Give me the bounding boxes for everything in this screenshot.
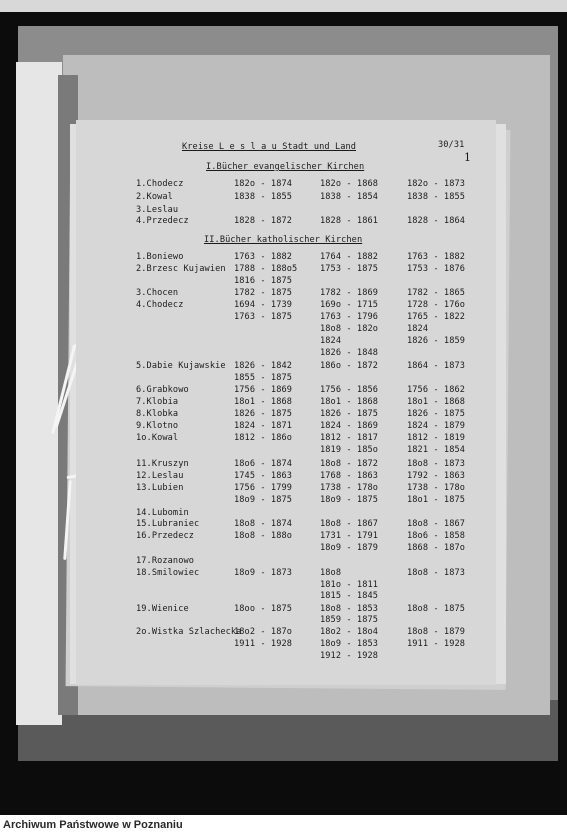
date-range: 1819 - 185o [320, 445, 379, 455]
date-range: 1828 - 1864 [407, 216, 466, 226]
date-range: 1826 - 1875 [234, 409, 293, 419]
date-range: 1855 - 1875 [234, 373, 293, 383]
parish-name: 12.Leslau [136, 471, 184, 481]
date-range: 18o1 - 1875 [407, 495, 466, 505]
date-range: 182o - 1873 [407, 179, 466, 189]
date-range: 18o9 - 1879 [320, 543, 379, 553]
film-edge [0, 0, 567, 12]
date-range: 1824 [407, 324, 429, 334]
date-range: 18o8 - 1879 [407, 627, 466, 637]
date-range: 1792 - 1863 [407, 471, 466, 481]
date-range: 1738 - 178o [320, 483, 379, 493]
date-range: 1728 - 176o [407, 300, 466, 310]
parish-name: 14.Lubomin [136, 508, 189, 518]
date-range: 18o1 - 1868 [234, 397, 293, 407]
date-range: 1816 - 1875 [234, 276, 293, 286]
page-number: 30/31 [438, 140, 465, 150]
date-range: 1763 - 1882 [234, 252, 293, 262]
date-range: 169o - 1715 [320, 300, 379, 310]
date-range: 1756 - 1869 [234, 385, 293, 395]
date-range: 1838 - 1854 [320, 192, 379, 202]
date-range: 18o2 - 187o [234, 627, 293, 637]
left-sheet [16, 62, 62, 725]
date-range: 1738 - 178o [407, 483, 466, 493]
date-range: 18o8 - 188o [234, 531, 293, 541]
parish-name: 3.Chocen [136, 288, 179, 298]
date-range: 1859 - 1875 [320, 615, 379, 625]
date-range: 1764 - 1882 [320, 252, 379, 262]
parish-name: 1.Boniewo [136, 252, 184, 262]
date-range: 1838 - 1855 [234, 192, 293, 202]
date-range: 18o9 - 1875 [234, 495, 293, 505]
parish-name: 6.Grabkowo [136, 385, 189, 395]
date-range: 1745 - 1863 [234, 471, 293, 481]
date-range: 1763 - 1875 [234, 312, 293, 322]
date-range: 18o1 - 1868 [320, 397, 379, 407]
date-range: 1782 - 1865 [407, 288, 466, 298]
date-range: 1731 - 1791 [320, 531, 379, 541]
date-range: 18o8 - 1875 [407, 604, 466, 614]
date-range: 18o1 - 1868 [407, 397, 466, 407]
date-range: 1911 - 1928 [234, 639, 293, 649]
date-range: 1763 - 1882 [407, 252, 466, 262]
date-range: 1826 - 1875 [407, 409, 466, 419]
date-range: 1756 - 1799 [234, 483, 293, 493]
date-range: 182o - 1868 [320, 179, 379, 189]
date-range: 18o2 - 18o4 [320, 627, 379, 637]
parish-name: 4.Chodecz [136, 300, 184, 310]
date-range: 1756 - 1862 [407, 385, 466, 395]
date-range: 18o8 - 1873 [407, 459, 466, 469]
date-range: 1753 - 1876 [407, 264, 466, 274]
date-range: 182o - 1874 [234, 179, 293, 189]
date-range: 1826 - 1842 [234, 361, 293, 371]
parish-name: 2.Brzesc Kujawien [136, 264, 226, 274]
date-range: 1826 - 1848 [320, 348, 379, 358]
date-range: 1828 - 1872 [234, 216, 293, 226]
parish-name: 11.Kruszyn [136, 459, 189, 469]
date-range: 181o - 1811 [320, 580, 379, 590]
date-range: 186o - 1872 [320, 361, 379, 371]
date-range: 18o8 - 1853 [320, 604, 379, 614]
date-range: 18o8 - 1874 [234, 519, 293, 529]
date-range: 1812 - 1819 [407, 433, 466, 443]
parish-name: 1.Chodecz [136, 179, 184, 189]
date-range: 1826 - 1875 [320, 409, 379, 419]
date-range: 1911 - 1928 [407, 639, 466, 649]
section-heading: II.Bücher katholischer Kirchen [204, 235, 363, 245]
date-range: 1824 - 1869 [320, 421, 379, 431]
parish-name: 17.Rozanowo [136, 556, 195, 566]
date-range: 1812 - 1817 [320, 433, 379, 443]
date-range: 18o9 - 1873 [234, 568, 293, 578]
archive-name: Archiwum Państwowe w Poznaniu [3, 819, 183, 831]
date-range: 1782 - 1869 [320, 288, 379, 298]
date-range: 1821 - 1854 [407, 445, 466, 455]
date-range: 18o6 - 1858 [407, 531, 466, 541]
date-range: 18o8 - 1872 [320, 459, 379, 469]
date-range: 18oo - 1875 [234, 604, 293, 614]
date-range: 1824 - 1879 [407, 421, 466, 431]
date-range: 1868 - 187o [407, 543, 466, 553]
date-range: 18o6 - 1874 [234, 459, 293, 469]
date-range: 1765 - 1822 [407, 312, 466, 322]
parish-name: 16.Przedecz [136, 531, 195, 541]
date-range: 18o9 - 1853 [320, 639, 379, 649]
date-range: 18o8 - 1867 [407, 519, 466, 529]
parish-name: 7.Klobia [136, 397, 179, 407]
date-range: 1826 - 1859 [407, 336, 466, 346]
date-range: 1815 - 1845 [320, 591, 379, 601]
date-range: 18o8 [320, 568, 342, 578]
date-range: 1864 - 1873 [407, 361, 466, 371]
document-title: Kreise L e s l a u Stadt und Land [182, 142, 357, 152]
date-range: 18o8 - 1867 [320, 519, 379, 529]
date-range: 18o8 - 182o [320, 324, 379, 334]
parish-name: 15.Lubraniec [136, 519, 200, 529]
date-range: 1756 - 1856 [320, 385, 379, 395]
parish-name: 2o.Wistka Szlachecka [136, 627, 242, 637]
document-page [76, 120, 496, 685]
date-range: 1824 - 1871 [234, 421, 293, 431]
parish-name: 2.Kowal [136, 192, 173, 202]
date-range: 18o8 - 1873 [407, 568, 466, 578]
date-range: 1753 - 1875 [320, 264, 379, 274]
date-range: 18o9 - 1875 [320, 495, 379, 505]
parish-name: 4.Przedecz [136, 216, 189, 226]
date-range: 1768 - 1863 [320, 471, 379, 481]
date-range: 1763 - 1796 [320, 312, 379, 322]
date-range: 1828 - 1861 [320, 216, 379, 226]
date-range: 1912 - 1928 [320, 651, 379, 661]
section-heading: I.Bücher evangelischer Kirchen [206, 162, 365, 172]
date-range: 1812 - 186o [234, 433, 293, 443]
parish-name: 8.Klobka [136, 409, 179, 419]
date-range: 1838 - 1855 [407, 192, 466, 202]
parish-name: 1o.Kowal [136, 433, 179, 443]
parish-name: 9.Klotno [136, 421, 179, 431]
parish-name: 19.Wienice [136, 604, 189, 614]
date-range: 1694 - 1739 [234, 300, 293, 310]
date-range: 1782 - 1875 [234, 288, 293, 298]
handwritten-mark: 1 [464, 151, 472, 164]
parish-name: 18.Smilowiec [136, 568, 200, 578]
parish-name: 3.Leslau [136, 205, 179, 215]
date-range: 1788 - 188o5 [234, 264, 298, 274]
parish-name: 13.Lubien [136, 483, 184, 493]
parish-name: 5.Dabie Kujawskie [136, 361, 226, 371]
date-range: 1824 [320, 336, 342, 346]
